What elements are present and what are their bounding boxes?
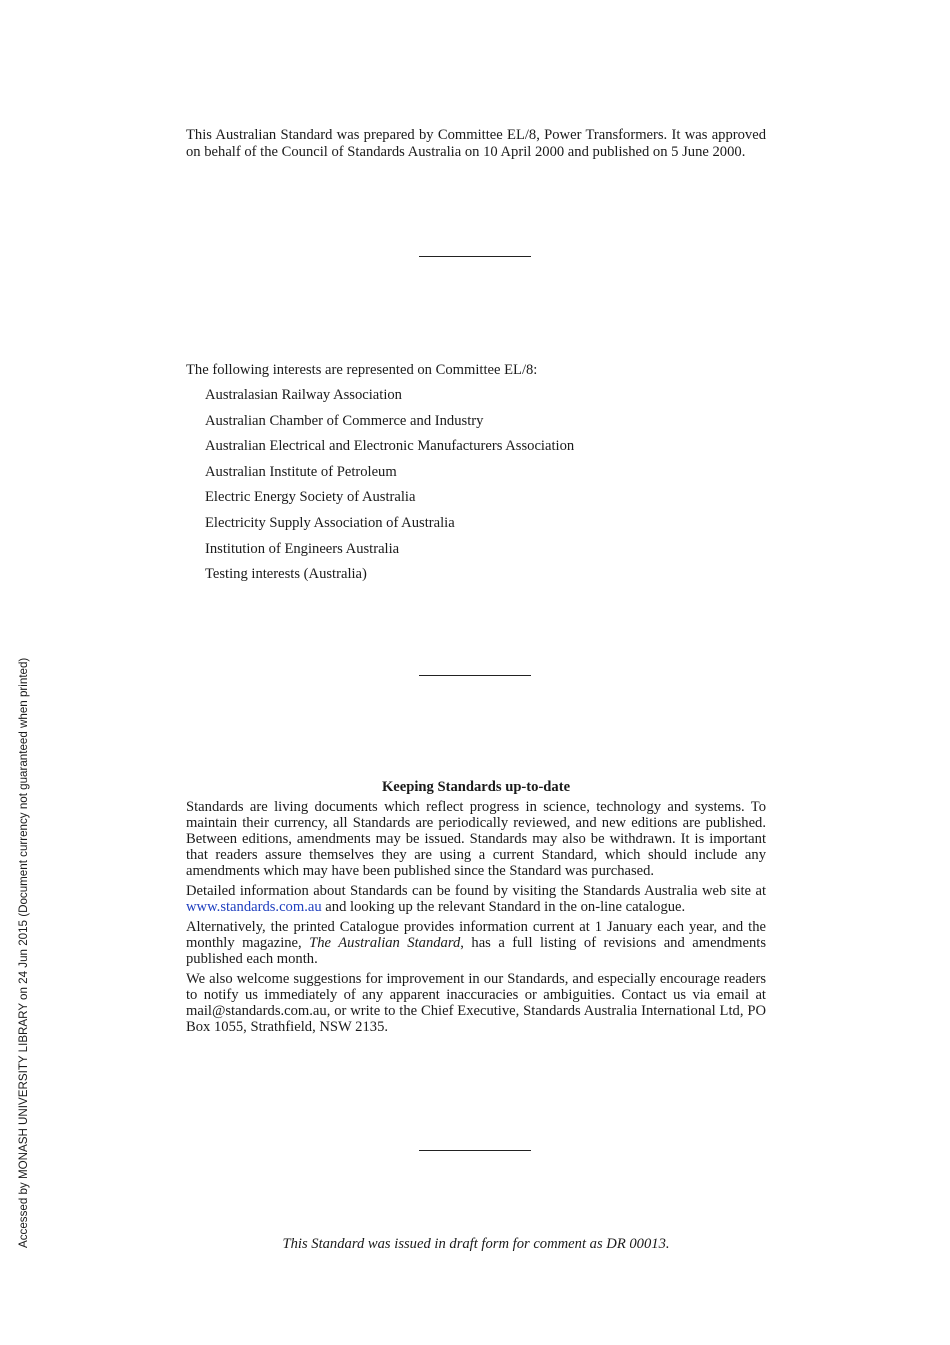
interests-list bbox=[205, 386, 574, 591]
paragraph: Alternatively, the printed Catalogue provides information current at 1 January each year, and the monthly magazine, The Australian Standard, has a full listing of revisions and amendments published each month. bbox=[186, 919, 766, 967]
list-item: Electric Energy Society of Australia bbox=[205, 489, 416, 506]
paragraph: Standards are living documents which reflect progress in science, technology and systems. To maintain their currency, all Standards are periodically reviewed, and new editions are published. Between editions, amendments may be issued. Standards may also be withdrawn. It is important that readers assure themselves they are using a current Standard, which should include any amendments which may have been published since the Standard was purchased. bbox=[186, 799, 766, 879]
preparation-statement: This Australian Standard was prepared by Committee EL/8, Power Transformers. It was approved on behalf of the Council of Standards Australia on 10 April 2000 and published on 5 June 2000. bbox=[186, 127, 766, 160]
divider-rule bbox=[419, 1150, 531, 1151]
list-item: Electricity Supply Association of Australia bbox=[205, 514, 455, 531]
divider-rule bbox=[419, 675, 531, 676]
section-heading: Keeping Standards up-to-date bbox=[381, 779, 571, 795]
paragraph: We also welcome suggestions for improvement in our Standards, and especially encourage readers to notify us immediately of any apparent inaccuracies or ambiguities. Contact us via email at mail@standards.com.au, or write to the Chief Executive, Standards Australia International Ltd, PO Box 1055, Strathfield, NSW 2135. bbox=[186, 971, 766, 1035]
list-item: Testing interests (Australia) bbox=[205, 566, 367, 583]
divider-rule bbox=[419, 256, 531, 257]
website-link[interactable]: www.standards.com.au bbox=[186, 899, 322, 915]
interests-lead: The following interests are represented on Committee EL/8: bbox=[186, 362, 538, 378]
list-item: Australasian Railway Association bbox=[205, 387, 402, 403]
keeping-body bbox=[186, 799, 766, 1039]
draft-note: This Standard was issued in draft form for comment as DR 00013. bbox=[282, 1236, 670, 1252]
list-item: Australian Electrical and Electronic Manufacturers Association bbox=[205, 438, 575, 455]
access-watermark: Accessed by MONASH UNIVERSITY LIBRARY on 24 Jun 2015 (Document currency not guaranteed when printed) bbox=[17, 657, 30, 1248]
list-item: Australian Chamber of Commerce and Industry bbox=[205, 412, 484, 429]
list-item: Institution of Engineers Australia bbox=[205, 540, 400, 557]
list-item: Australian Institute of Petroleum bbox=[205, 463, 397, 480]
magazine-title: The Australian Standard bbox=[309, 935, 461, 951]
paragraph: Detailed information about Standards can be found by visiting the Standards Australia web site at www.standards.com.au and looking up the relevant Standard in the on-line catalogue. bbox=[186, 883, 766, 915]
